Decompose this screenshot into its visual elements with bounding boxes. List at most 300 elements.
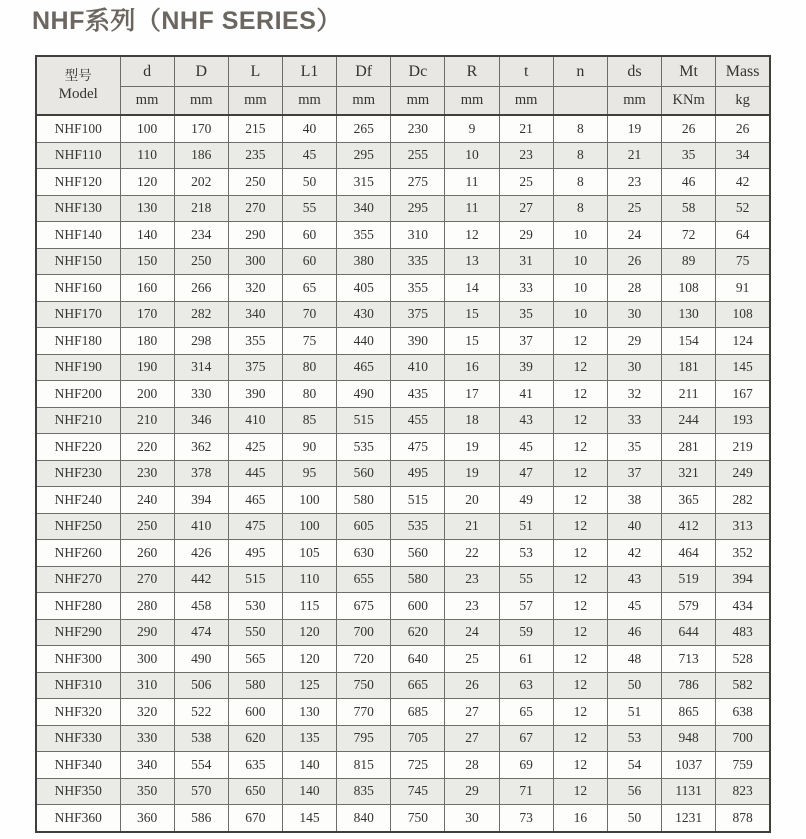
model-header-en: Model <box>58 85 98 102</box>
table-cell: 475 <box>228 513 282 540</box>
table-cell: 71 <box>499 778 553 805</box>
model-cell: NHF230 <box>36 460 120 487</box>
table-row-NHF190 <box>36 354 770 381</box>
table-row-NHF200 <box>36 381 770 408</box>
table-cell: 12 <box>553 381 607 408</box>
column-unit-KNm: KNm <box>662 87 716 116</box>
table-cell: 145 <box>716 354 770 381</box>
table-cell: 28 <box>607 275 661 302</box>
table-cell: 160 <box>120 275 174 302</box>
table-cell: 490 <box>337 381 391 408</box>
table-cell: 20 <box>445 487 499 514</box>
table-cell: 12 <box>553 778 607 805</box>
table-cell: 465 <box>228 487 282 514</box>
table-row-NHF240 <box>36 487 770 514</box>
table-cell: 435 <box>391 381 445 408</box>
spec-table-body <box>36 115 770 832</box>
model-cell: NHF140 <box>36 222 120 249</box>
model-cell: NHF290 <box>36 619 120 646</box>
table-cell: 330 <box>120 725 174 752</box>
table-cell: 54 <box>607 752 661 779</box>
table-cell: 145 <box>282 805 336 832</box>
table-cell: 125 <box>282 672 336 699</box>
table-row-NHF340 <box>36 752 770 779</box>
table-cell: 110 <box>282 566 336 593</box>
table-cell: 675 <box>337 593 391 620</box>
table-cell: 670 <box>228 805 282 832</box>
table-row-NHF160 <box>36 275 770 302</box>
table-cell: 495 <box>391 460 445 487</box>
table-cell: 515 <box>228 566 282 593</box>
table-cell: 19 <box>607 115 661 142</box>
table-cell: 644 <box>662 619 716 646</box>
table-cell: 15 <box>445 301 499 328</box>
table-cell: 31 <box>499 248 553 275</box>
table-cell: 582 <box>716 672 770 699</box>
column-label-d: d <box>120 56 174 87</box>
table-cell: 130 <box>120 195 174 222</box>
table-cell: 100 <box>282 487 336 514</box>
table-cell: 412 <box>662 513 716 540</box>
table-row-NHF180 <box>36 328 770 355</box>
model-cell: NHF330 <box>36 725 120 752</box>
table-cell: 130 <box>662 301 716 328</box>
table-cell: 37 <box>607 460 661 487</box>
table-cell: 25 <box>607 195 661 222</box>
model-cell: NHF220 <box>36 434 120 461</box>
table-cell: 665 <box>391 672 445 699</box>
table-cell: 320 <box>120 699 174 726</box>
table-cell: 10 <box>553 222 607 249</box>
column-unit-mm: mm <box>391 87 445 116</box>
table-cell: 89 <box>662 248 716 275</box>
model-cell: NHF340 <box>36 752 120 779</box>
table-cell: 750 <box>391 805 445 832</box>
table-cell: 130 <box>282 699 336 726</box>
table-cell: 250 <box>120 513 174 540</box>
model-cell: NHF360 <box>36 805 120 832</box>
table-cell: 410 <box>391 354 445 381</box>
table-cell: 21 <box>445 513 499 540</box>
table-cell: 64 <box>716 222 770 249</box>
table-cell: 290 <box>228 222 282 249</box>
table-cell: 120 <box>120 169 174 196</box>
table-cell: 22 <box>445 540 499 567</box>
column-unit-mm: mm <box>607 87 661 116</box>
table-row-NHF320 <box>36 699 770 726</box>
table-row-NHF220 <box>36 434 770 461</box>
table-cell: 32 <box>607 381 661 408</box>
spec-table-header <box>36 56 770 115</box>
table-cell: 8 <box>553 169 607 196</box>
table-cell: 948 <box>662 725 716 752</box>
table-cell: 878 <box>716 805 770 832</box>
table-cell: 49 <box>499 487 553 514</box>
table-cell: 346 <box>174 407 228 434</box>
table-cell: 35 <box>499 301 553 328</box>
table-cell: 600 <box>391 593 445 620</box>
table-cell: 215 <box>228 115 282 142</box>
table-cell: 170 <box>174 115 228 142</box>
table-cell: 21 <box>607 142 661 169</box>
table-cell: 281 <box>662 434 716 461</box>
table-row-NHF360 <box>36 805 770 832</box>
table-cell: 640 <box>391 646 445 673</box>
table-cell: 362 <box>174 434 228 461</box>
column-unit-mm: mm <box>499 87 553 116</box>
table-cell: 605 <box>337 513 391 540</box>
table-cell: 321 <box>662 460 716 487</box>
table-cell: 211 <box>662 381 716 408</box>
table-cell: 23 <box>445 566 499 593</box>
table-cell: 410 <box>174 513 228 540</box>
table-cell: 378 <box>174 460 228 487</box>
table-row-NHF270 <box>36 566 770 593</box>
model-cell: NHF240 <box>36 487 120 514</box>
table-cell: 515 <box>391 487 445 514</box>
column-label-Mt: Mt <box>662 56 716 87</box>
table-cell: 320 <box>228 275 282 302</box>
column-unit-mm: mm <box>445 87 499 116</box>
table-cell: 865 <box>662 699 716 726</box>
table-cell: 140 <box>282 778 336 805</box>
table-cell: 270 <box>228 195 282 222</box>
table-cell: 51 <box>607 699 661 726</box>
table-cell: 135 <box>282 725 336 752</box>
model-cell: NHF150 <box>36 248 120 275</box>
table-cell: 635 <box>228 752 282 779</box>
table-cell: 48 <box>607 646 661 673</box>
table-cell: 815 <box>337 752 391 779</box>
table-cell: 26 <box>662 115 716 142</box>
model-cell: NHF120 <box>36 169 120 196</box>
table-row-NHF330 <box>36 725 770 752</box>
table-cell: 56 <box>607 778 661 805</box>
table-cell: 1131 <box>662 778 716 805</box>
table-row-NHF350 <box>36 778 770 805</box>
table-cell: 310 <box>120 672 174 699</box>
table-cell: 580 <box>337 487 391 514</box>
table-cell: 770 <box>337 699 391 726</box>
table-cell: 390 <box>391 328 445 355</box>
table-cell: 65 <box>499 699 553 726</box>
table-cell: 23 <box>445 593 499 620</box>
table-cell: 57 <box>499 593 553 620</box>
table-cell: 519 <box>662 566 716 593</box>
table-cell: 12 <box>553 460 607 487</box>
table-cell: 630 <box>337 540 391 567</box>
table-cell: 550 <box>228 619 282 646</box>
table-cell: 638 <box>716 699 770 726</box>
table-cell: 554 <box>174 752 228 779</box>
table-cell: 50 <box>607 672 661 699</box>
column-unit-mm: mm <box>282 87 336 116</box>
table-cell: 350 <box>120 778 174 805</box>
table-cell: 202 <box>174 169 228 196</box>
table-cell: 280 <box>120 593 174 620</box>
table-cell: 12 <box>553 672 607 699</box>
table-cell: 42 <box>716 169 770 196</box>
table-cell: 29 <box>607 328 661 355</box>
table-cell: 483 <box>716 619 770 646</box>
table-cell: 12 <box>553 407 607 434</box>
table-cell: 10 <box>553 301 607 328</box>
table-cell: 10 <box>553 275 607 302</box>
table-cell: 27 <box>445 699 499 726</box>
table-cell: 43 <box>607 566 661 593</box>
table-cell: 465 <box>337 354 391 381</box>
table-row-NHF230 <box>36 460 770 487</box>
table-cell: 15 <box>445 328 499 355</box>
model-cell: NHF260 <box>36 540 120 567</box>
model-cell: NHF190 <box>36 354 120 381</box>
table-cell: 30 <box>607 301 661 328</box>
table-cell: 108 <box>662 275 716 302</box>
table-cell: 355 <box>228 328 282 355</box>
column-label-L1: L1 <box>282 56 336 87</box>
table-row-NHF310 <box>36 672 770 699</box>
table-cell: 700 <box>716 725 770 752</box>
model-cell: NHF170 <box>36 301 120 328</box>
table-cell: 12 <box>553 752 607 779</box>
model-cell: NHF160 <box>36 275 120 302</box>
table-cell: 90 <box>282 434 336 461</box>
table-cell: 67 <box>499 725 553 752</box>
table-cell: 515 <box>337 407 391 434</box>
table-cell: 355 <box>337 222 391 249</box>
table-cell: 11 <box>445 195 499 222</box>
table-cell: 475 <box>391 434 445 461</box>
table-cell: 375 <box>228 354 282 381</box>
column-label-n: n <box>553 56 607 87</box>
table-cell: 70 <box>282 301 336 328</box>
table-cell: 9 <box>445 115 499 142</box>
table-cell: 26 <box>607 248 661 275</box>
table-cell: 115 <box>282 593 336 620</box>
table-cell: 80 <box>282 381 336 408</box>
table-cell: 14 <box>445 275 499 302</box>
table-cell: 108 <box>716 301 770 328</box>
table-cell: 52 <box>716 195 770 222</box>
table-cell: 12 <box>553 725 607 752</box>
model-cell: NHF280 <box>36 593 120 620</box>
table-cell: 63 <box>499 672 553 699</box>
table-cell: 250 <box>174 248 228 275</box>
header-unit-row <box>36 87 770 116</box>
model-cell: NHF180 <box>36 328 120 355</box>
table-cell: 295 <box>337 142 391 169</box>
table-cell: 58 <box>662 195 716 222</box>
column-label-D: D <box>174 56 228 87</box>
table-cell: 260 <box>120 540 174 567</box>
table-cell: 434 <box>716 593 770 620</box>
table-cell: 300 <box>228 248 282 275</box>
table-cell: 565 <box>228 646 282 673</box>
table-cell: 234 <box>174 222 228 249</box>
table-cell: 75 <box>282 328 336 355</box>
table-cell: 50 <box>607 805 661 832</box>
table-cell: 1037 <box>662 752 716 779</box>
table-cell: 249 <box>716 460 770 487</box>
table-cell: 61 <box>499 646 553 673</box>
table-cell: 210 <box>120 407 174 434</box>
table-cell: 60 <box>282 248 336 275</box>
column-label-Dc: Dc <box>391 56 445 87</box>
table-cell: 12 <box>553 354 607 381</box>
table-cell: 18 <box>445 407 499 434</box>
table-cell: 80 <box>282 354 336 381</box>
table-cell: 170 <box>120 301 174 328</box>
table-cell: 17 <box>445 381 499 408</box>
model-cell: NHF110 <box>36 142 120 169</box>
page-title: NHF系列（NHF SERIES） <box>32 7 342 35</box>
table-cell: 314 <box>174 354 228 381</box>
table-cell: 410 <box>228 407 282 434</box>
table-cell: 220 <box>120 434 174 461</box>
table-row-NHF150 <box>36 248 770 275</box>
table-cell: 73 <box>499 805 553 832</box>
table-cell: 30 <box>445 805 499 832</box>
table-cell: 33 <box>499 275 553 302</box>
table-cell: 46 <box>607 619 661 646</box>
table-cell: 340 <box>120 752 174 779</box>
table-cell: 8 <box>553 142 607 169</box>
table-cell: 120 <box>282 646 336 673</box>
table-cell: 745 <box>391 778 445 805</box>
table-cell: 538 <box>174 725 228 752</box>
table-row-NHF290 <box>36 619 770 646</box>
table-cell: 50 <box>282 169 336 196</box>
table-cell: 24 <box>607 222 661 249</box>
table-cell: 47 <box>499 460 553 487</box>
table-cell: 275 <box>391 169 445 196</box>
table-cell: 25 <box>499 169 553 196</box>
table-cell: 120 <box>282 619 336 646</box>
table-cell: 124 <box>716 328 770 355</box>
table-cell: 8 <box>553 115 607 142</box>
table-cell: 394 <box>174 487 228 514</box>
table-cell: 315 <box>337 169 391 196</box>
table-cell: 352 <box>716 540 770 567</box>
table-cell: 313 <box>716 513 770 540</box>
table-cell: 580 <box>228 672 282 699</box>
table-cell: 24 <box>445 619 499 646</box>
table-cell: 19 <box>445 460 499 487</box>
table-cell: 12 <box>553 619 607 646</box>
table-cell: 51 <box>499 513 553 540</box>
table-cell: 60 <box>282 222 336 249</box>
table-cell: 570 <box>174 778 228 805</box>
model-header-cn: 型号 <box>64 67 92 83</box>
table-row-NHF110 <box>36 142 770 169</box>
table-cell: 91 <box>716 275 770 302</box>
table-cell: 105 <box>282 540 336 567</box>
table-cell: 46 <box>662 169 716 196</box>
table-row-NHF250 <box>36 513 770 540</box>
table-cell: 42 <box>607 540 661 567</box>
table-cell: 34 <box>716 142 770 169</box>
table-cell: 16 <box>553 805 607 832</box>
model-cell: NHF100 <box>36 115 120 142</box>
table-cell: 380 <box>337 248 391 275</box>
model-cell: NHF300 <box>36 646 120 673</box>
table-cell: 193 <box>716 407 770 434</box>
table-cell: 270 <box>120 566 174 593</box>
header-label-row <box>36 56 770 87</box>
table-cell: 154 <box>662 328 716 355</box>
table-cell: 12 <box>553 566 607 593</box>
table-cell: 560 <box>391 540 445 567</box>
table-cell: 340 <box>337 195 391 222</box>
table-cell: 375 <box>391 301 445 328</box>
table-cell: 600 <box>228 699 282 726</box>
column-unit-mm: mm <box>174 87 228 116</box>
table-cell: 265 <box>337 115 391 142</box>
table-cell: 250 <box>228 169 282 196</box>
column-unit-mm: mm <box>120 87 174 116</box>
table-cell: 45 <box>282 142 336 169</box>
model-cell: NHF200 <box>36 381 120 408</box>
table-cell: 750 <box>337 672 391 699</box>
table-cell: 786 <box>662 672 716 699</box>
table-cell: 290 <box>120 619 174 646</box>
column-unit-kg: kg <box>716 87 770 116</box>
table-row-NHF210 <box>36 407 770 434</box>
table-cell: 27 <box>499 195 553 222</box>
table-cell: 490 <box>174 646 228 673</box>
table-cell: 12 <box>445 222 499 249</box>
table-cell: 535 <box>337 434 391 461</box>
table-cell: 330 <box>174 381 228 408</box>
table-cell: 12 <box>553 699 607 726</box>
table-cell: 530 <box>228 593 282 620</box>
table-cell: 23 <box>607 169 661 196</box>
table-cell: 186 <box>174 142 228 169</box>
table-cell: 455 <box>391 407 445 434</box>
table-cell: 53 <box>607 725 661 752</box>
table-cell: 140 <box>282 752 336 779</box>
table-cell: 28 <box>445 752 499 779</box>
table-cell: 705 <box>391 725 445 752</box>
table-row-NHF280 <box>36 593 770 620</box>
table-cell: 167 <box>716 381 770 408</box>
table-cell: 528 <box>716 646 770 673</box>
table-cell: 27 <box>445 725 499 752</box>
table-cell: 11 <box>445 169 499 196</box>
table-cell: 100 <box>282 513 336 540</box>
table-cell: 12 <box>553 434 607 461</box>
table-cell: 458 <box>174 593 228 620</box>
table-cell: 759 <box>716 752 770 779</box>
table-cell: 840 <box>337 805 391 832</box>
table-cell: 240 <box>120 487 174 514</box>
table-cell: 38 <box>607 487 661 514</box>
table-cell: 720 <box>337 646 391 673</box>
table-cell: 29 <box>445 778 499 805</box>
table-cell: 33 <box>607 407 661 434</box>
table-cell: 365 <box>662 487 716 514</box>
table-cell: 12 <box>553 487 607 514</box>
table-cell: 1231 <box>662 805 716 832</box>
table-cell: 55 <box>282 195 336 222</box>
table-cell: 360 <box>120 805 174 832</box>
table-cell: 335 <box>391 248 445 275</box>
table-cell: 12 <box>553 513 607 540</box>
table-cell: 180 <box>120 328 174 355</box>
table-cell: 394 <box>716 566 770 593</box>
table-cell: 37 <box>499 328 553 355</box>
model-cell: NHF250 <box>36 513 120 540</box>
